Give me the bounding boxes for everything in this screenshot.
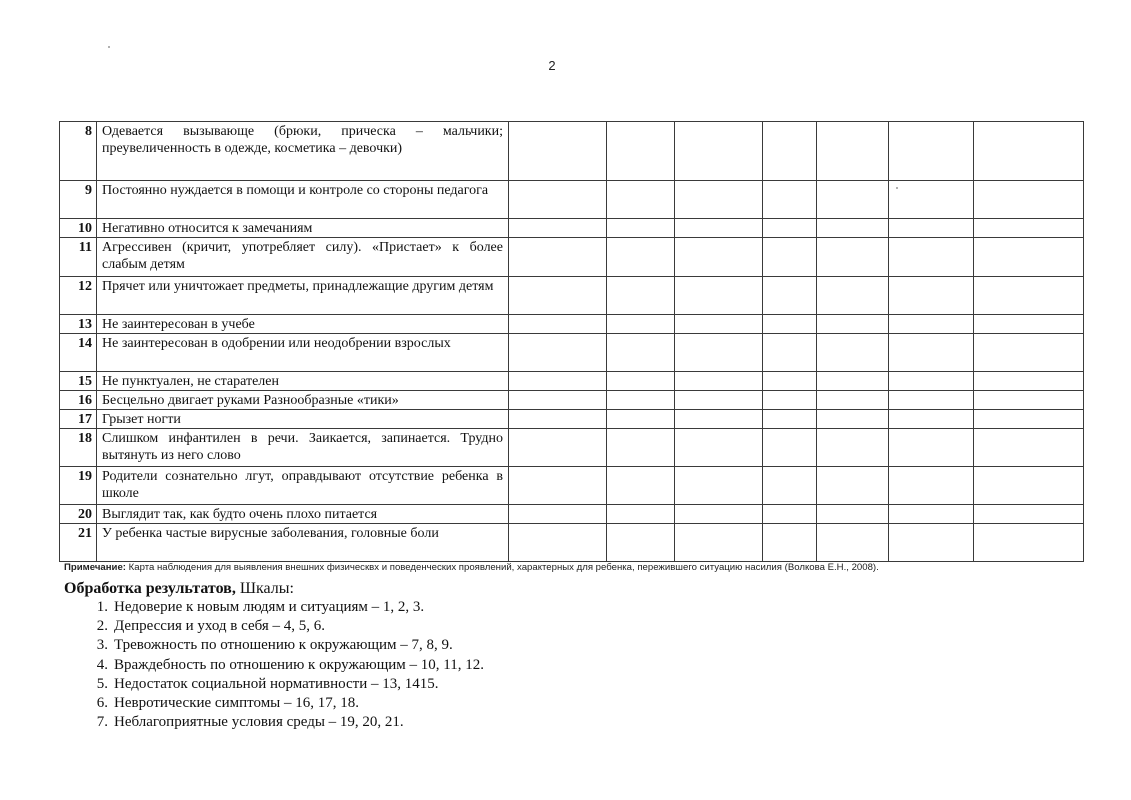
row-text: Родители сознательно лгут, оправдывают отсутствие ребенка в школе [97, 467, 509, 505]
scale-number: 5. [96, 675, 108, 692]
table-row [60, 277, 1084, 315]
scale-item [64, 675, 484, 694]
table-row [60, 334, 1084, 372]
mark-cell[interactable] [675, 122, 763, 181]
mark-cell[interactable] [675, 372, 763, 391]
table-row [60, 391, 1084, 410]
mark-cell[interactable] [889, 238, 974, 277]
scale-text: Тревожность по отношению к окружающим – 7, 8, 9. [114, 637, 453, 654]
mark-cell[interactable] [817, 410, 889, 429]
table-row [60, 181, 1084, 219]
mark-cell[interactable] [509, 524, 607, 562]
mark-cell[interactable] [607, 429, 675, 467]
mark-cell[interactable] [509, 372, 607, 391]
mark-cell[interactable] [607, 505, 675, 524]
mark-cell[interactable] [675, 219, 763, 238]
mark-cell[interactable] [509, 334, 607, 372]
mark-cell[interactable] [675, 524, 763, 562]
observation-table [59, 121, 1084, 562]
mark-cell[interactable] [889, 372, 974, 391]
mark-cell[interactable] [974, 524, 1084, 562]
mark-cell[interactable] [509, 410, 607, 429]
mark-cell[interactable] [509, 467, 607, 505]
row-text: Выглядит так, как будто очень плохо питается [97, 505, 509, 524]
mark-cell[interactable] [607, 391, 675, 410]
mark-cell[interactable] [817, 429, 889, 467]
scale-number: 4. [96, 656, 108, 673]
mark-cell[interactable] [817, 315, 889, 334]
mark-cell[interactable] [763, 524, 817, 562]
row-number: 18 [60, 429, 97, 467]
scale-number: 1. [96, 599, 108, 615]
mark-cell[interactable] [607, 524, 675, 562]
row-number: 13 [60, 315, 97, 334]
table-row [60, 429, 1084, 467]
mark-cell[interactable] [889, 505, 974, 524]
mark-cell[interactable] [974, 372, 1084, 391]
mark-cell[interactable] [817, 277, 889, 315]
mark-cell[interactable] [889, 219, 974, 238]
row-text: Не заинтересован в учебе [97, 315, 509, 334]
mark-cell[interactable] [509, 429, 607, 467]
scale-text: Недостаток социальной нормативности – 13, 1415. [114, 675, 439, 692]
mark-cell[interactable] [763, 391, 817, 410]
mark-cell[interactable] [763, 238, 817, 277]
row-text: Не пунктуален, не старателен [97, 372, 509, 391]
mark-cell[interactable] [974, 122, 1084, 181]
mark-cell[interactable] [675, 315, 763, 334]
mark-cell[interactable] [763, 315, 817, 334]
scale-number: 3. [96, 637, 108, 654]
mark-cell[interactable] [817, 467, 889, 505]
mark-cell[interactable] [817, 391, 889, 410]
mark-cell[interactable] [763, 334, 817, 372]
table-row [60, 315, 1084, 334]
row-text: Грызет ногти [97, 410, 509, 429]
table-note [64, 562, 1064, 573]
mark-cell[interactable] [974, 238, 1084, 277]
scale-item [64, 636, 484, 655]
row-text: Бесцельно двигает руками Разнообразные «тики» [97, 391, 509, 410]
row-number: 17 [60, 410, 97, 429]
results-title-rest: Шкалы: [235, 580, 294, 597]
scan-speck [896, 187, 898, 189]
scale-item [64, 713, 484, 732]
table-row [60, 238, 1084, 277]
mark-cell[interactable] [974, 334, 1084, 372]
scale-item [64, 617, 484, 636]
row-text: Агрессивен (кричит, употребляет силу). «Пристает» к более слабым детям [97, 238, 509, 277]
mark-cell[interactable] [763, 429, 817, 467]
mark-cell[interactable] [607, 410, 675, 429]
table-row [60, 467, 1084, 505]
mark-cell[interactable] [817, 122, 889, 181]
mark-cell[interactable] [974, 277, 1084, 315]
row-number: 19 [60, 467, 97, 505]
scale-number: 6. [96, 695, 108, 712]
scale-number: 7. [96, 714, 108, 731]
mark-cell[interactable] [509, 122, 607, 181]
mark-cell[interactable] [889, 524, 974, 562]
mark-cell[interactable] [763, 372, 817, 391]
scale-text: Враждебность по отношению к окружающим – 10, 11, 12. [114, 656, 484, 673]
mark-cell[interactable] [889, 467, 974, 505]
mark-cell[interactable] [817, 505, 889, 524]
mark-cell[interactable] [817, 181, 889, 219]
mark-cell[interactable] [509, 277, 607, 315]
mark-cell[interactable] [607, 181, 675, 219]
mark-cell[interactable] [817, 524, 889, 562]
row-text: Прячет или уничтожает предметы, принадлежащие другим детям [97, 277, 509, 315]
mark-cell[interactable] [607, 334, 675, 372]
mark-cell[interactable] [889, 277, 974, 315]
mark-cell[interactable] [607, 372, 675, 391]
mark-cell[interactable] [509, 181, 607, 219]
row-number: 14 [60, 334, 97, 372]
mark-cell[interactable] [509, 505, 607, 524]
note-label: Примечание: [64, 562, 126, 573]
note-text: Карта наблюдения для выявления внешних физическвх и поведенческих проявлений, характерных для ребенка, пережившего ситуацию насилия (Волкова Е.Н., 2008). [128, 562, 879, 573]
mark-cell[interactable] [607, 467, 675, 505]
table-row [60, 372, 1084, 391]
scale-item [64, 598, 484, 617]
mark-cell[interactable] [817, 334, 889, 372]
mark-cell[interactable] [817, 372, 889, 391]
scale-text: Невротические симптомы – 16, 17, 18. [114, 695, 360, 712]
mark-cell[interactable] [607, 238, 675, 277]
scale-item [64, 656, 484, 675]
mark-cell[interactable] [675, 334, 763, 372]
mark-cell[interactable] [607, 122, 675, 181]
row-number: 8 [60, 122, 97, 181]
mark-cell[interactable] [889, 391, 974, 410]
mark-cell[interactable] [889, 334, 974, 372]
row-text: Одевается вызывающе (брюки, прическа – мальчики; преувеличенность в одежде, косметика – девочки) [97, 122, 509, 181]
page-number: 2 [548, 58, 556, 73]
row-text: Слишком инфантилен в речи. Заикается, запинается. Трудно вытянуть из него слово [97, 429, 509, 467]
mark-cell[interactable] [675, 181, 763, 219]
mark-cell[interactable] [817, 238, 889, 277]
mark-cell[interactable] [974, 315, 1084, 334]
mark-cell[interactable] [763, 219, 817, 238]
mark-cell[interactable] [607, 315, 675, 334]
mark-cell[interactable] [763, 122, 817, 181]
mark-cell[interactable] [889, 315, 974, 334]
mark-cell[interactable] [889, 122, 974, 181]
row-number: 10 [60, 219, 97, 238]
row-number: 21 [60, 524, 97, 562]
row-number: 20 [60, 505, 97, 524]
table-row [60, 410, 1084, 429]
mark-cell[interactable] [607, 277, 675, 315]
row-text: Постоянно нуждается в помощи и контроле со стороны педагога [97, 181, 509, 219]
mark-cell[interactable] [509, 219, 607, 238]
mark-cell[interactable] [675, 391, 763, 410]
row-number: 16 [60, 391, 97, 410]
mark-cell[interactable] [675, 238, 763, 277]
scale-text: Депрессия и уход в себя – 4, 5, 6. [114, 618, 326, 635]
scan-speck [108, 46, 110, 48]
mark-cell[interactable] [974, 429, 1084, 467]
table-row [60, 505, 1084, 524]
mark-cell[interactable] [509, 391, 607, 410]
mark-cell[interactable] [675, 467, 763, 505]
scale-number: 2. [96, 618, 108, 635]
row-text: Не заинтересован в одобрении или неодобрении взрослых [97, 334, 509, 372]
mark-cell[interactable] [974, 391, 1084, 410]
table-row [60, 219, 1084, 238]
row-number: 9 [60, 181, 97, 219]
mark-cell[interactable] [763, 505, 817, 524]
mark-cell[interactable] [509, 315, 607, 334]
results-title-bold: Обработка результатов, [64, 580, 236, 597]
mark-cell[interactable] [974, 505, 1084, 524]
scale-text: Неблагоприятные условия среды – 19, 20, 21. [114, 714, 404, 731]
mark-cell[interactable] [509, 238, 607, 277]
mark-cell[interactable] [763, 181, 817, 219]
table-row [60, 524, 1084, 562]
row-number: 12 [60, 277, 97, 315]
mark-cell[interactable] [889, 429, 974, 467]
mark-cell[interactable] [889, 181, 974, 219]
mark-cell[interactable] [607, 219, 675, 238]
mark-cell[interactable] [974, 410, 1084, 429]
row-text: У ребенка частые вирусные заболевания, головные боли [97, 524, 509, 562]
mark-cell[interactable] [675, 505, 763, 524]
mark-cell[interactable] [675, 277, 763, 315]
mark-cell[interactable] [675, 429, 763, 467]
row-text: Негативно относится к замечаниям [97, 219, 509, 238]
mark-cell[interactable] [889, 410, 974, 429]
scale-text: Недоверие к новым людям и ситуациям – 1, 2, 3. [114, 599, 425, 615]
mark-cell[interactable] [763, 277, 817, 315]
table-row [60, 122, 1084, 181]
results-title [64, 580, 294, 598]
mark-cell[interactable] [763, 410, 817, 429]
mark-cell[interactable] [817, 219, 889, 238]
mark-cell[interactable] [974, 181, 1084, 219]
row-number: 15 [60, 372, 97, 391]
scale-item [64, 694, 484, 713]
row-number: 11 [60, 238, 97, 277]
mark-cell[interactable] [675, 410, 763, 429]
mark-cell[interactable] [763, 467, 817, 505]
mark-cell[interactable] [974, 467, 1084, 505]
mark-cell[interactable] [974, 219, 1084, 238]
scales-list [64, 598, 484, 732]
